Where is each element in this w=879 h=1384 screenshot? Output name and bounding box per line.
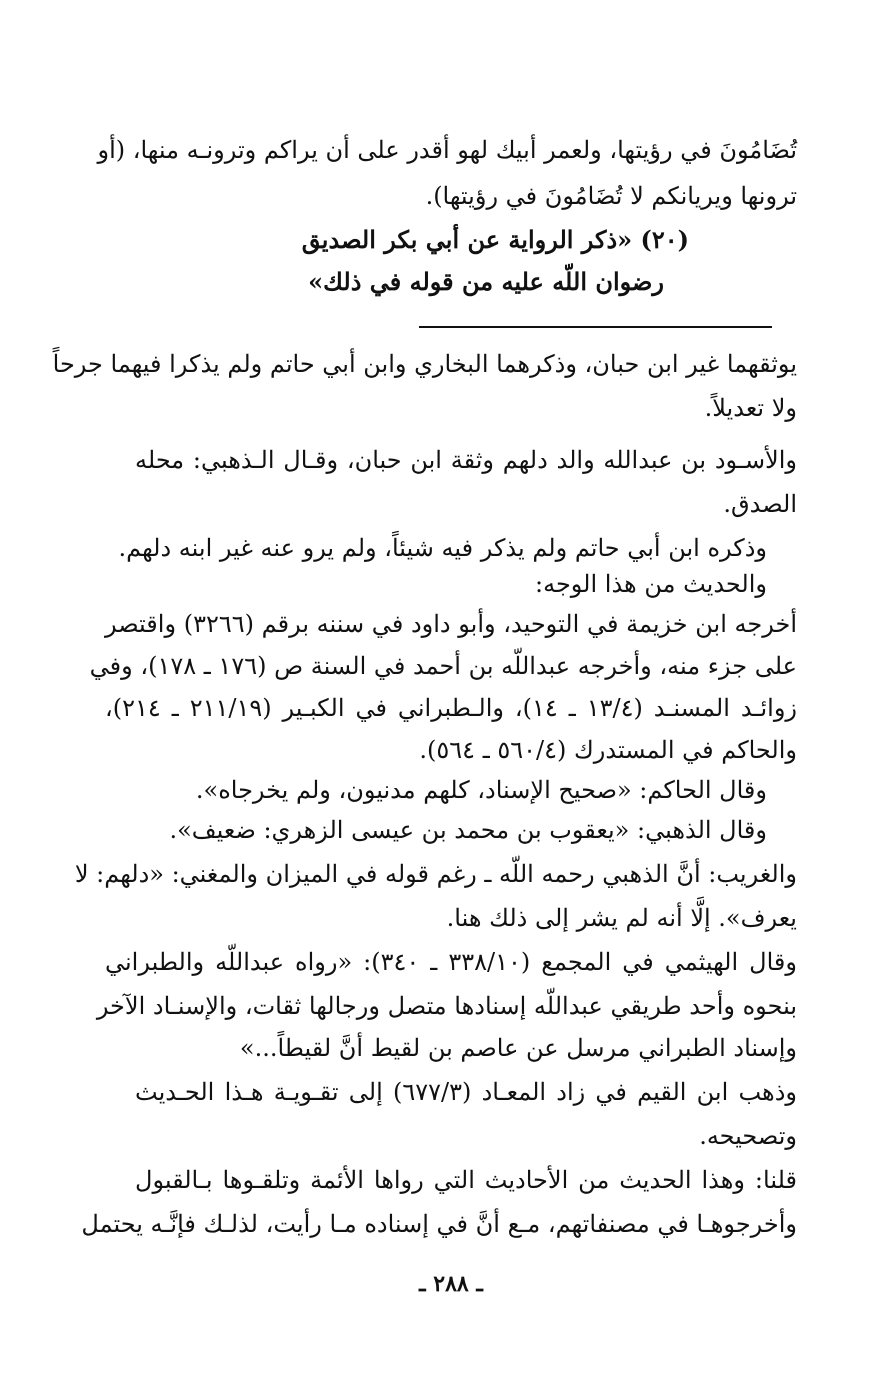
footnote-line: زوائـد المسنـد (١٣/٤ ـ ١٤)، والـطبراني في الكبـير (٢١١/١٩ ـ ٢١٤)،	[105, 694, 798, 722]
main-text-line: ترونها ويريانكم لا تُضَامُونَ في رؤيتها).	[425, 182, 797, 210]
footnote-line: وذكره ابن أبي حاتم ولم يذكر فيه شيئاً، ولم يرو عنه غير ابنه دلهم.	[118, 534, 767, 562]
section-heading-line: رضوان اللّه عليه من قوله في ذلك»	[308, 267, 664, 296]
footnote-line: قلنا: وهذا الحديث من الأحاديث التي رواها الأئمة وتلقـوها بـالقبول	[135, 1166, 797, 1194]
footnote-line: والأسـود بن عبدالله والد دلهم وثقة ابن حبان، وقـال الـذهبي: محله	[135, 446, 797, 474]
footnote-line: والحديث من هذا الوجه:	[534, 570, 767, 598]
footnote-line: وتصحيحه.	[699, 1122, 797, 1150]
footnote-line: ولا تعديلاً.	[704, 394, 797, 422]
footnote-line: يوثقهما غير ابن حبان، وذكرهما البخاري وابن أبي حاتم ولم يذكرا فيهما جرحاً	[52, 350, 797, 378]
footnote-line: والغريب: أنَّ الذهبي رحمه اللّه ـ رغم قوله في الميزان والمغني: «دلهم: لا	[74, 860, 797, 888]
footnote-separator	[419, 326, 772, 328]
main-text-line: تُضَامُونَ في رؤيتها، ولعمر أبيك لهو أقدر على أن يراكم وترونـه منها، (أو	[97, 136, 797, 164]
footnote-line: بنحوه وأحد طريقي عبداللّه إسنادها متصل ورجالها ثقات، والإسنـاد الآخر	[96, 992, 797, 1020]
page-number: ـ ٢٨٨ ـ	[419, 1271, 483, 1297]
section-heading-line: (٢٠) «ذكر الرواية عن أبي بكر الصديق	[301, 225, 689, 254]
footnote-line: وقال الذهبي: «يعقوب بن محمد بن عيسى الزهري: ضعيف».	[169, 816, 767, 844]
footnote-line: وإسناد الطبراني مرسل عن عاصم بن لقيط أنَّ لقيطاً...»	[239, 1034, 797, 1062]
footnote-line: أخرجه ابن خزيمة في التوحيد، وأبو داود في سننه برقم (٣٢٦٦) واقتصر	[105, 610, 797, 638]
footnote-line: وذهب ابن القيم في زاد المعـاد (٦٧٧/٣) إلى تقـويـة هـذا الحـديث	[135, 1078, 797, 1106]
footnote-line: يعرف». إلَّا أنه لم يشر إلى ذلك هنا.	[446, 904, 797, 932]
footnote-line: وقال الحاكم: «صحيح الإسناد، كلهم مدنيون، ولم يخرجاه».	[195, 776, 767, 804]
footnote-line: وقال الهيثمي في المجمع (٣٣٨/١٠ ـ ٣٤٠): «رواه عبداللّه والطبراني	[105, 948, 797, 976]
footnote-line: الصدق.	[723, 490, 797, 518]
footnote-line: على جزء منه، وأخرجه عبداللّه بن أحمد في السنة ص (١٧٦ ـ ١٧٨)، وفي	[89, 652, 797, 680]
footnote-line: والحاكم في المستدرك (٥٦٠/٤ ـ ٥٦٤).	[419, 736, 797, 764]
footnote-line: وأخرجوهـا في مصنفاتهم، مـع أنَّ في إسناده مـا رأيت، لذلـك فإنَّـه يحتمل	[81, 1210, 797, 1238]
